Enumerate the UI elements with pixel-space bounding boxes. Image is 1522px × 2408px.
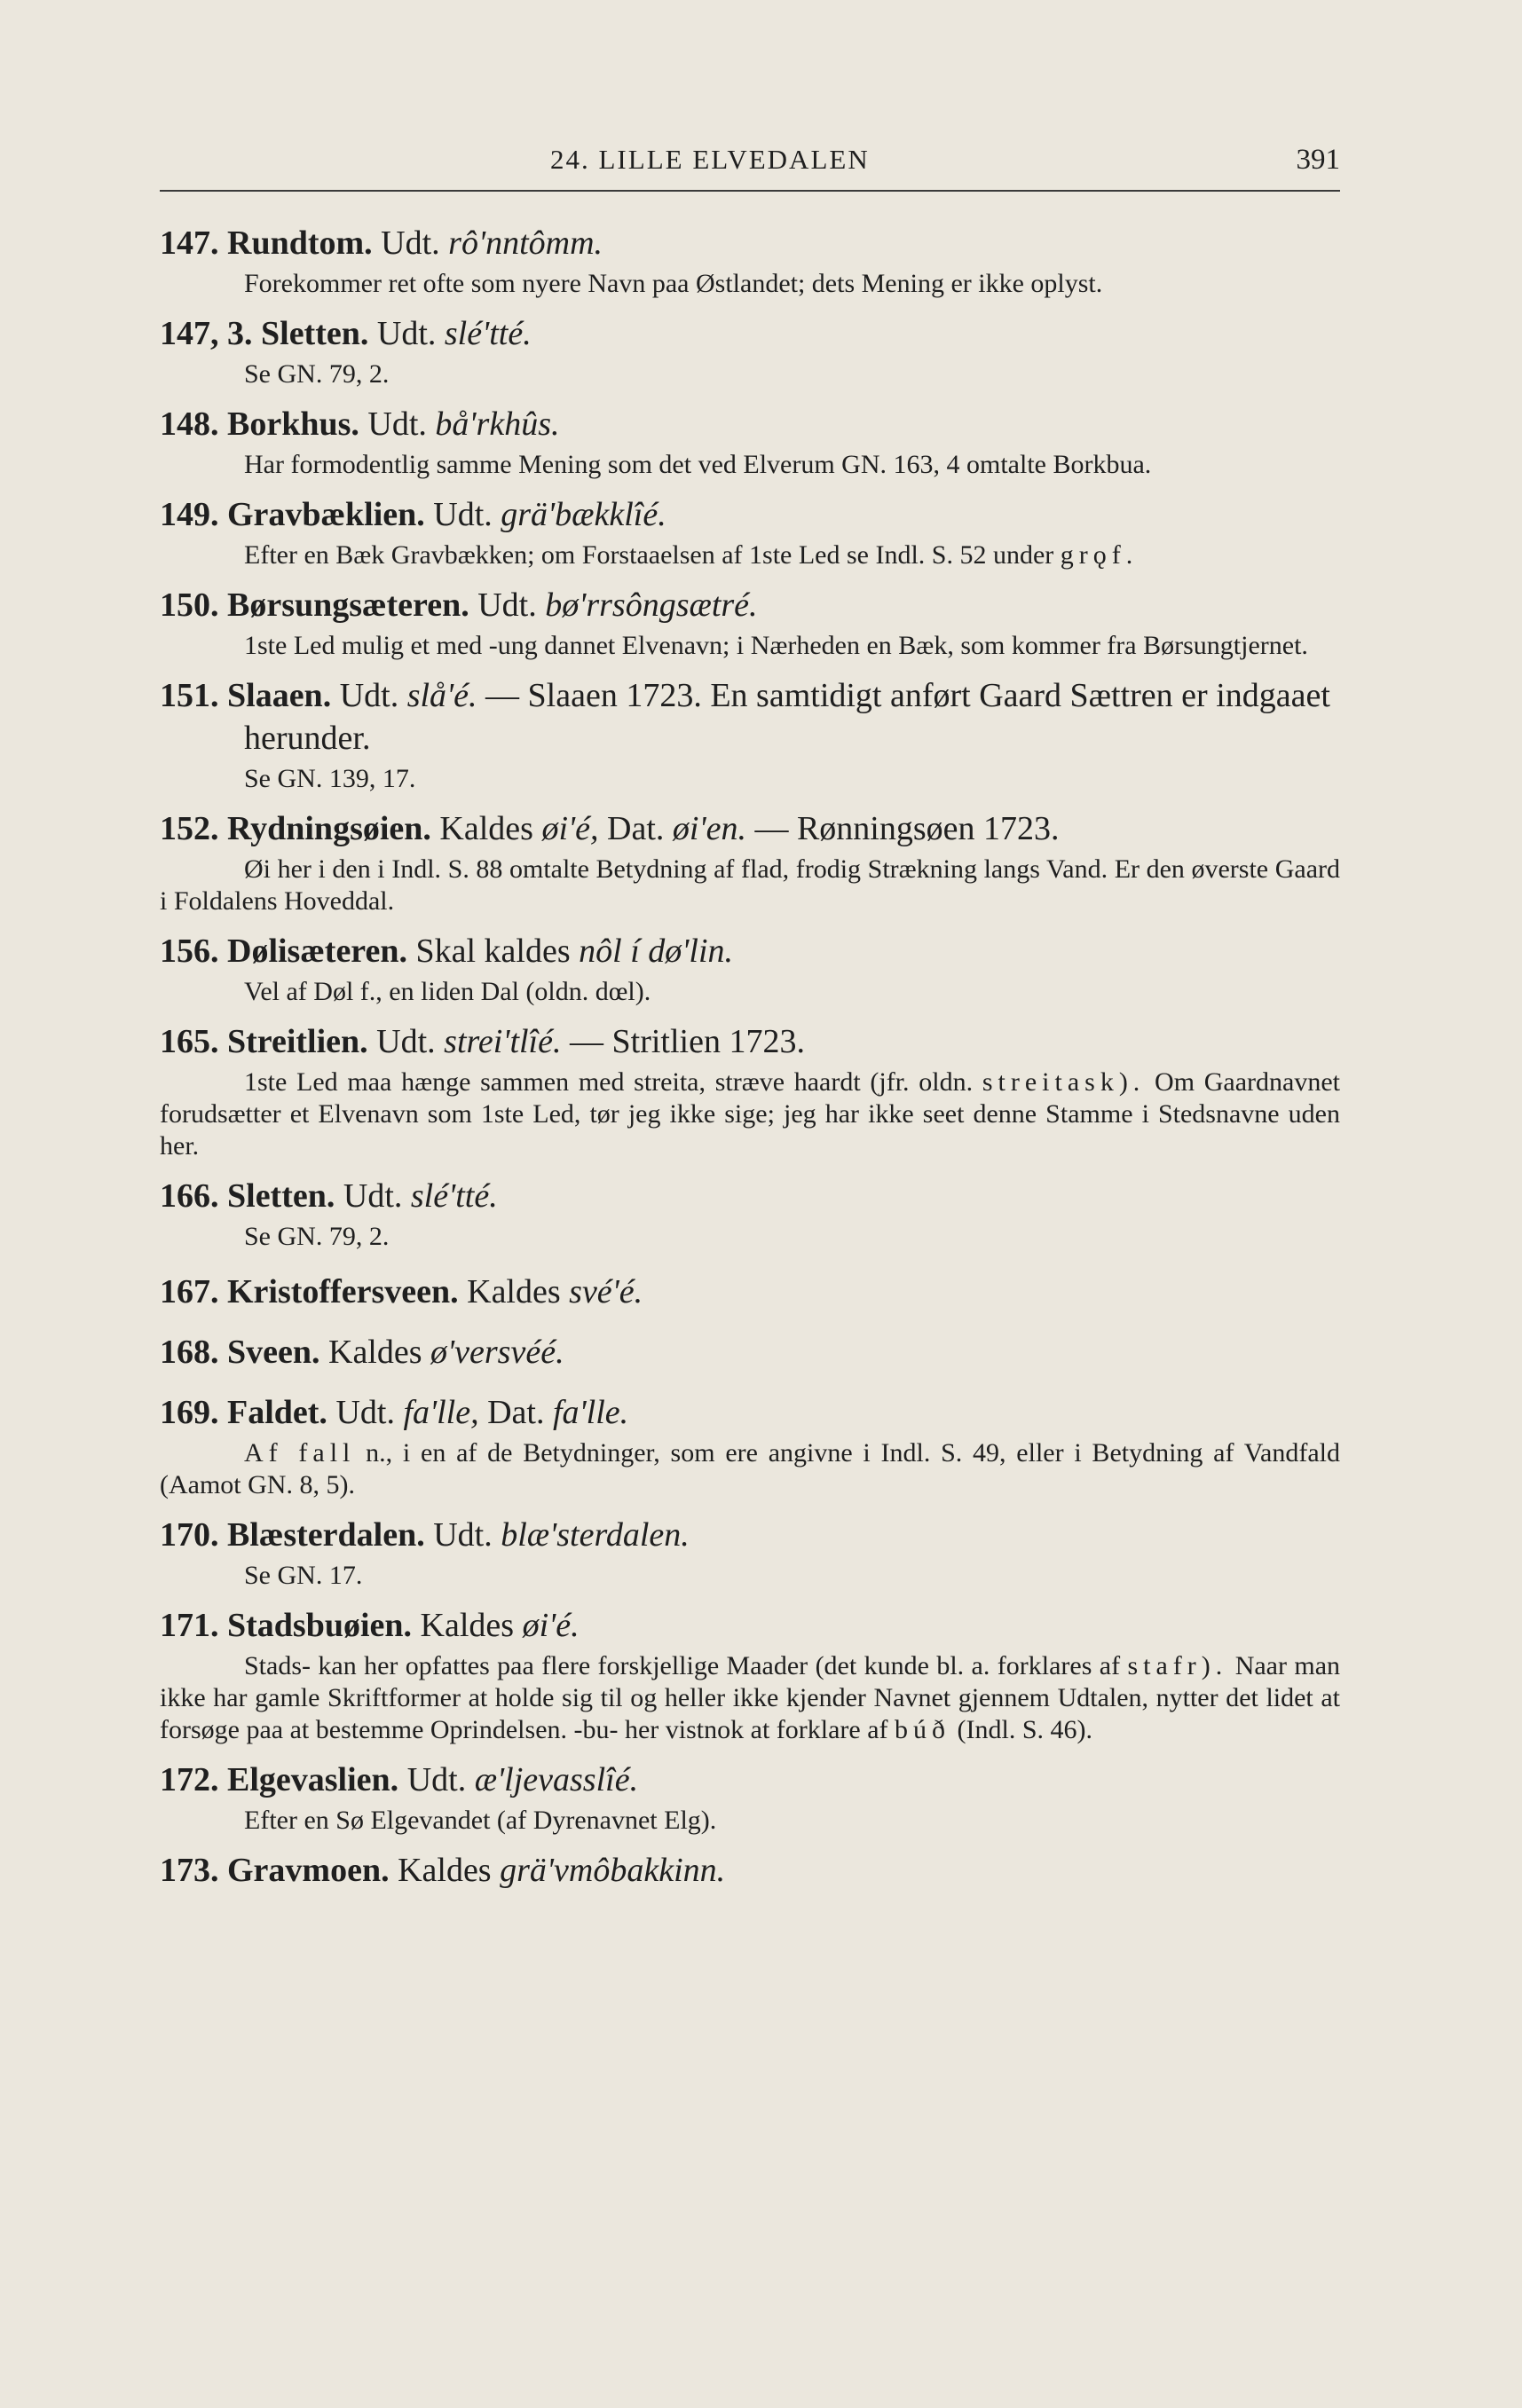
entry-body: Vel af Døl f., en liden Dal (oldn. dœl). <box>244 977 651 1006</box>
entry-number: 171. <box>160 1607 219 1644</box>
entry-note: — Slaaen 1723. En samtidigt anført Gaard Sættren er indgaaet herunder. <box>244 677 1330 757</box>
entry-tag: Kaldes <box>467 1273 561 1310</box>
entry-name: Sletten. <box>261 315 369 352</box>
entry-pronunciation: rô'nntômm. <box>448 224 603 262</box>
entry-147 <box>160 222 1340 300</box>
spaced-word: stafr). <box>1127 1651 1228 1680</box>
page-number: 391 <box>1296 144 1340 176</box>
entry-name: Rundtom. <box>227 224 373 262</box>
entry-147-3 <box>160 312 1340 390</box>
entry-173 <box>160 1849 1340 1892</box>
entry-name: Sveen. <box>227 1334 320 1371</box>
entry-heading <box>160 1175 1340 1217</box>
entry-heading <box>160 807 1340 850</box>
entry-name: Gravbæklien. <box>227 496 425 533</box>
entry-heading <box>160 584 1340 626</box>
entry-pronunciation: slé'tté. <box>410 1177 498 1215</box>
entry-pronunciation: bø'rrsôngsætré. <box>545 586 758 624</box>
entry-pronunciation: blæ'sterdalen. <box>501 1516 690 1554</box>
entry-tag: Udt. <box>477 586 537 624</box>
entry-156 <box>160 930 1340 1008</box>
entry-pronunciation: ø'versvéé. <box>430 1334 564 1371</box>
entry-169 <box>160 1391 1340 1501</box>
spaced-word: Af fall <box>244 1438 356 1468</box>
entry-name: Rydningsøien. <box>227 810 431 847</box>
entry-151 <box>160 674 1340 795</box>
entry-number: 150. <box>160 586 219 624</box>
entry-pronunciation: nôl í dø'lin. <box>579 933 733 970</box>
entry-body: Efter en Sø Elgevandet (af Dyrenavnet Elg). <box>244 1806 717 1835</box>
entry-name: Kristoffersveen. <box>227 1273 459 1310</box>
entry-name: Slaaen. <box>227 677 332 714</box>
entry-number: 168. <box>160 1334 219 1371</box>
entry-heading <box>160 1391 1340 1434</box>
entry-172 <box>160 1759 1340 1837</box>
entry-name: Børsungsæteren. <box>227 586 469 624</box>
entry-name: Dølisæteren. <box>227 933 407 970</box>
chapter-title: 24. LILLE ELVEDALEN <box>550 144 870 175</box>
entry-name: Elgevaslien. <box>227 1761 399 1798</box>
entry-pronunciation: grä'vmôbakkinn. <box>500 1852 726 1889</box>
entry-tag: Kaldes <box>439 810 533 847</box>
entry-name: Sletten. <box>227 1177 335 1215</box>
spaced-word: grǫf. <box>1060 540 1139 570</box>
entry-heading <box>160 222 1340 264</box>
entry-number: 167. <box>160 1273 219 1310</box>
entry-148 <box>160 403 1340 481</box>
entry-pronunciation: grä'bækklîé. <box>501 496 666 533</box>
entry-number: 147. <box>160 224 219 262</box>
entry-name: Faldet. <box>227 1394 327 1431</box>
entry-heading <box>160 403 1340 445</box>
entry-number: 156. <box>160 933 219 970</box>
entry-number: 147, 3. <box>160 315 253 352</box>
entry-pronunciation: slé'tté. <box>444 315 532 352</box>
entry-168 <box>160 1331 1340 1373</box>
entry-heading <box>160 1020 1340 1063</box>
entry-name: Gravmoen. <box>227 1852 390 1889</box>
entry-pronunciation: své'é. <box>569 1273 643 1310</box>
entries-list <box>160 222 1340 1892</box>
entry-149 <box>160 493 1340 571</box>
entry-pronunciation: bå'rkhûs. <box>435 405 560 443</box>
entry-tag: Udt. <box>381 224 440 262</box>
entry-pronunciation: strei'tlîé. <box>444 1023 562 1060</box>
entry-166 <box>160 1175 1340 1253</box>
entry-heading <box>160 1514 1340 1556</box>
entry-167 <box>160 1271 1340 1313</box>
entry-tag: Kaldes <box>398 1852 492 1889</box>
entry-tag: Udt. <box>376 315 437 352</box>
entry-note: — Rønningsøen 1723. <box>754 810 1060 847</box>
entry-pronunciation: æ'ljevasslîé. <box>474 1761 639 1798</box>
entry-body: Forekommer ret ofte som nyere Navn paa Østlandet; dets Mening er ikke oplyst. <box>244 269 1103 298</box>
entry-number: 165. <box>160 1023 219 1060</box>
entry-tag: Udt. <box>433 1516 493 1554</box>
spaced-word: streitask). <box>982 1067 1146 1097</box>
entry-body: Øi her i den i Indl. S. 88 omtalte Betydning af flad, frodig Strækning langs Vand. Er den øverste Gaard i Foldalens Hoveddal. <box>160 854 1340 916</box>
entry-pronunciation: øi'é, <box>541 810 599 847</box>
entry-171 <box>160 1604 1340 1746</box>
entry-number: 172. <box>160 1761 219 1798</box>
entry-tag: Skal kaldes <box>415 933 571 970</box>
entry-name: Streitlien. <box>227 1023 368 1060</box>
entry-body: Se GN. 79, 2. <box>244 1222 390 1251</box>
entry-body: Se GN. 17. <box>244 1561 363 1590</box>
entry-heading <box>160 1759 1340 1801</box>
entry-pronunciation-dat: øi'en. <box>672 810 746 847</box>
entry-body: Efter en Bæk Gravbækken; om Forstaaelsen af 1ste Led se Indl. S. 52 under grǫf. <box>244 540 1139 570</box>
entry-number: 148. <box>160 405 219 443</box>
entry-number: 173. <box>160 1852 219 1889</box>
entry-number: 169. <box>160 1394 219 1431</box>
entry-note: — Stritlien 1723. <box>570 1023 805 1060</box>
entry-165 <box>160 1020 1340 1162</box>
entry-tag: Udt. <box>343 1177 403 1215</box>
entry-heading <box>160 493 1340 536</box>
entry-pronunciation: slå'é. <box>406 677 477 714</box>
entry-body: Har formodentlig samme Mening som det ved Elverum GN. 163, 4 omtalte Borkbua. <box>244 450 1152 479</box>
entry-heading <box>160 930 1340 972</box>
entry-tag: Udt. <box>433 496 493 533</box>
entry-heading <box>160 1849 1340 1892</box>
entry-tag: Kaldes <box>328 1334 422 1371</box>
entry-tag-dat: Dat. <box>607 810 665 847</box>
entry-tag: Udt. <box>339 677 399 714</box>
entry-heading <box>160 674 1340 759</box>
entry-tag: Udt. <box>335 1394 395 1431</box>
entry-pronunciation: fa'lle, <box>403 1394 479 1431</box>
entry-heading <box>160 1604 1340 1647</box>
header-rule <box>160 190 1340 192</box>
entry-number: 166. <box>160 1177 219 1215</box>
entry-152 <box>160 807 1340 917</box>
entry-tag: Udt. <box>367 405 427 443</box>
entry-tag-dat: Dat. <box>487 1394 545 1431</box>
entry-body: Af fall n., i en af de Betydninger, som ere angivne i Indl. S. 49, eller i Betydning af Vandfald (Aamot GN. 8, 5). <box>160 1438 1340 1499</box>
entry-pronunciation: øi'é. <box>522 1607 580 1644</box>
entry-body: Se GN. 79, 2. <box>244 359 390 389</box>
entry-name: Borkhus. <box>227 405 359 443</box>
entry-body: 1ste Led maa hænge sammen med streita, stræve haardt (jfr. oldn. streitask). Om Gaardnavnet forudsætter et Elvenavn som 1ste Led, tør jeg ikke sige; jeg har ikke seet denne Stamme i Stedsnavne uden her. <box>160 1067 1340 1161</box>
entry-pronunciation-dat: fa'lle. <box>552 1394 629 1431</box>
entry-heading <box>160 312 1340 355</box>
entry-body: Stads- kan her opfattes paa flere forskjellige Maader (det kunde bl. a. forklares af stafr). Naar man ikke har gamle Skriftformer at holde sig til og heller ikke kjender Navnet gjennem Udtalen, nytter det lidet at forsøge paa at bestemme Oprindelsen. -bu- her vistnok at forklare af búð (Indl. S. 46). <box>160 1651 1341 1744</box>
entry-number: 170. <box>160 1516 219 1554</box>
entry-body: 1ste Led mulig et med -ung dannet Elvenavn; i Nærheden en Bæk, som kommer fra Børsungtjernet. <box>244 631 1308 660</box>
running-head <box>160 144 1340 185</box>
entry-number: 151. <box>160 677 219 714</box>
entry-tag: Udt. <box>406 1761 467 1798</box>
spaced-word: búð <box>895 1715 951 1744</box>
entry-number: 149. <box>160 496 219 533</box>
entry-tag: Kaldes <box>420 1607 515 1644</box>
entry-name: Blæsterdalen. <box>227 1516 425 1554</box>
entry-170 <box>160 1514 1340 1592</box>
entry-heading <box>160 1271 1340 1313</box>
entry-number: 152. <box>160 810 219 847</box>
entry-heading <box>160 1331 1340 1373</box>
entry-150 <box>160 584 1340 662</box>
entry-tag: Udt. <box>376 1023 436 1060</box>
entry-name: Stadsbuøien. <box>227 1607 413 1644</box>
entry-body: Se GN. 139, 17. <box>244 764 416 793</box>
